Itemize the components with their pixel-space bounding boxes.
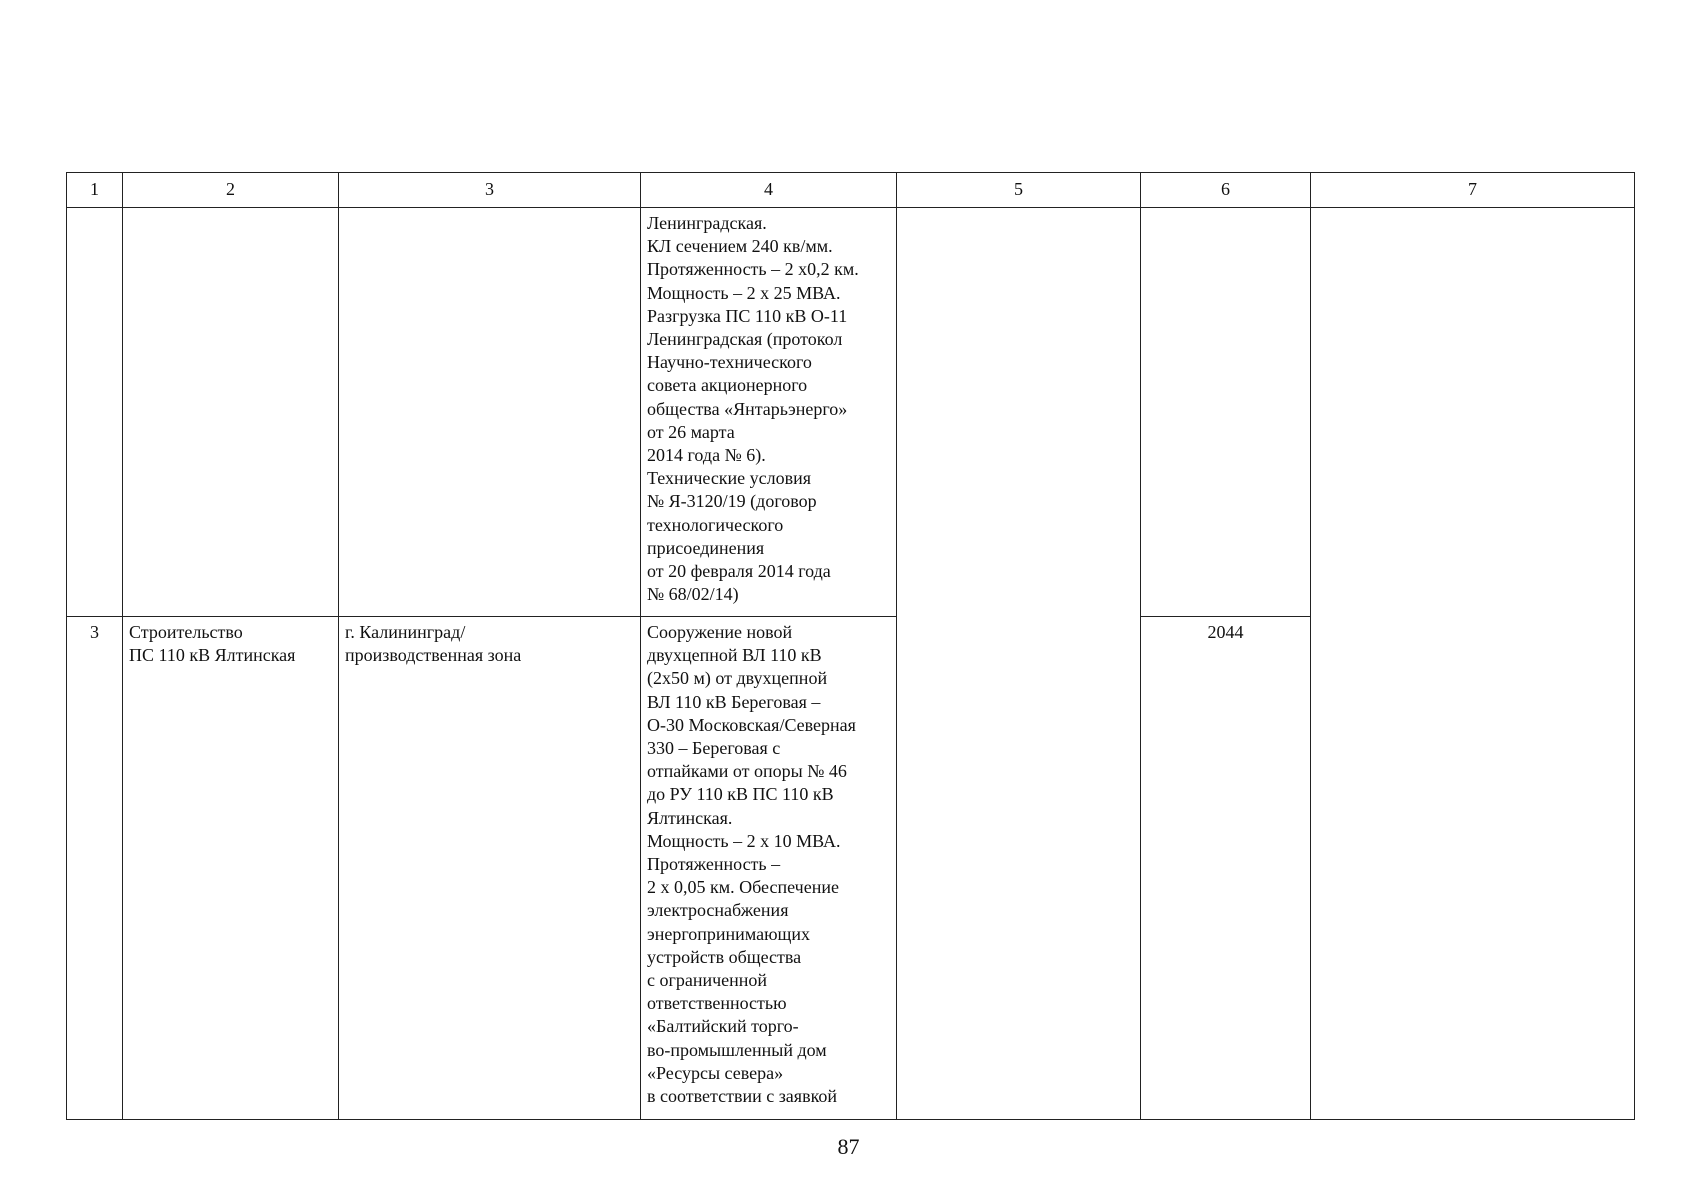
column-header-1: 1 <box>67 173 123 208</box>
column-header-6: 6 <box>1141 173 1311 208</box>
column-header-2: 2 <box>123 173 339 208</box>
cell-number <box>67 208 123 617</box>
data-table <box>66 172 1635 1120</box>
column-header-5: 5 <box>897 173 1141 208</box>
cell-location: г. Калининград/ производственная зона <box>339 617 641 1120</box>
cell-column-5 <box>897 208 1141 1120</box>
cell-column-6: 2044 <box>1141 617 1311 1120</box>
cell-column-7 <box>1311 208 1635 1120</box>
cell-object-name <box>123 208 339 617</box>
cell-object-name: Строительство ПС 110 кВ Ялтинская <box>123 617 339 1120</box>
cell-number: 3 <box>67 617 123 1120</box>
cell-description: Ленинградская. КЛ сечением 240 кв/мм. Протяженность – 2 х0,2 км. Мощность – 2 х 25 МВА. Разгрузка ПС 110 кВ О-11 Ленинградская (протокол Научно-технического совета акционерного общества «Янтарьэнерго» от 26 марта 2014 года № 6). Технические условия № Я-3120/19 (договор технологического присоединения от 20 февраля 2014 года № 68/02/14) <box>641 208 897 617</box>
column-header-7: 7 <box>1311 173 1635 208</box>
table-row-continued <box>67 208 1635 617</box>
cell-location <box>339 208 641 617</box>
page-number: 87 <box>837 1134 860 1159</box>
column-header-3: 3 <box>339 173 641 208</box>
cell-description: Сооружение новой двухцепной ВЛ 110 кВ (2х50 м) от двухцепной ВЛ 110 кВ Береговая – О-30 Московская/Северная 330 – Береговая с отпайками от опоры № 46 до РУ 110 кВ ПС 110 кВ Ялтинская. Мощность – 2 х 10 МВА. Протяженность – 2 х 0,05 км. Обеспечение электроснабжения энергопринимающих устройств общества с ограниченной ответственностью «Балтийский торго- во-промышленный дом «Ресурсы севера» в соответствии с заявкой <box>641 617 897 1120</box>
header-row <box>67 173 1635 208</box>
cell-column-6 <box>1141 208 1311 617</box>
column-header-4: 4 <box>641 173 897 208</box>
